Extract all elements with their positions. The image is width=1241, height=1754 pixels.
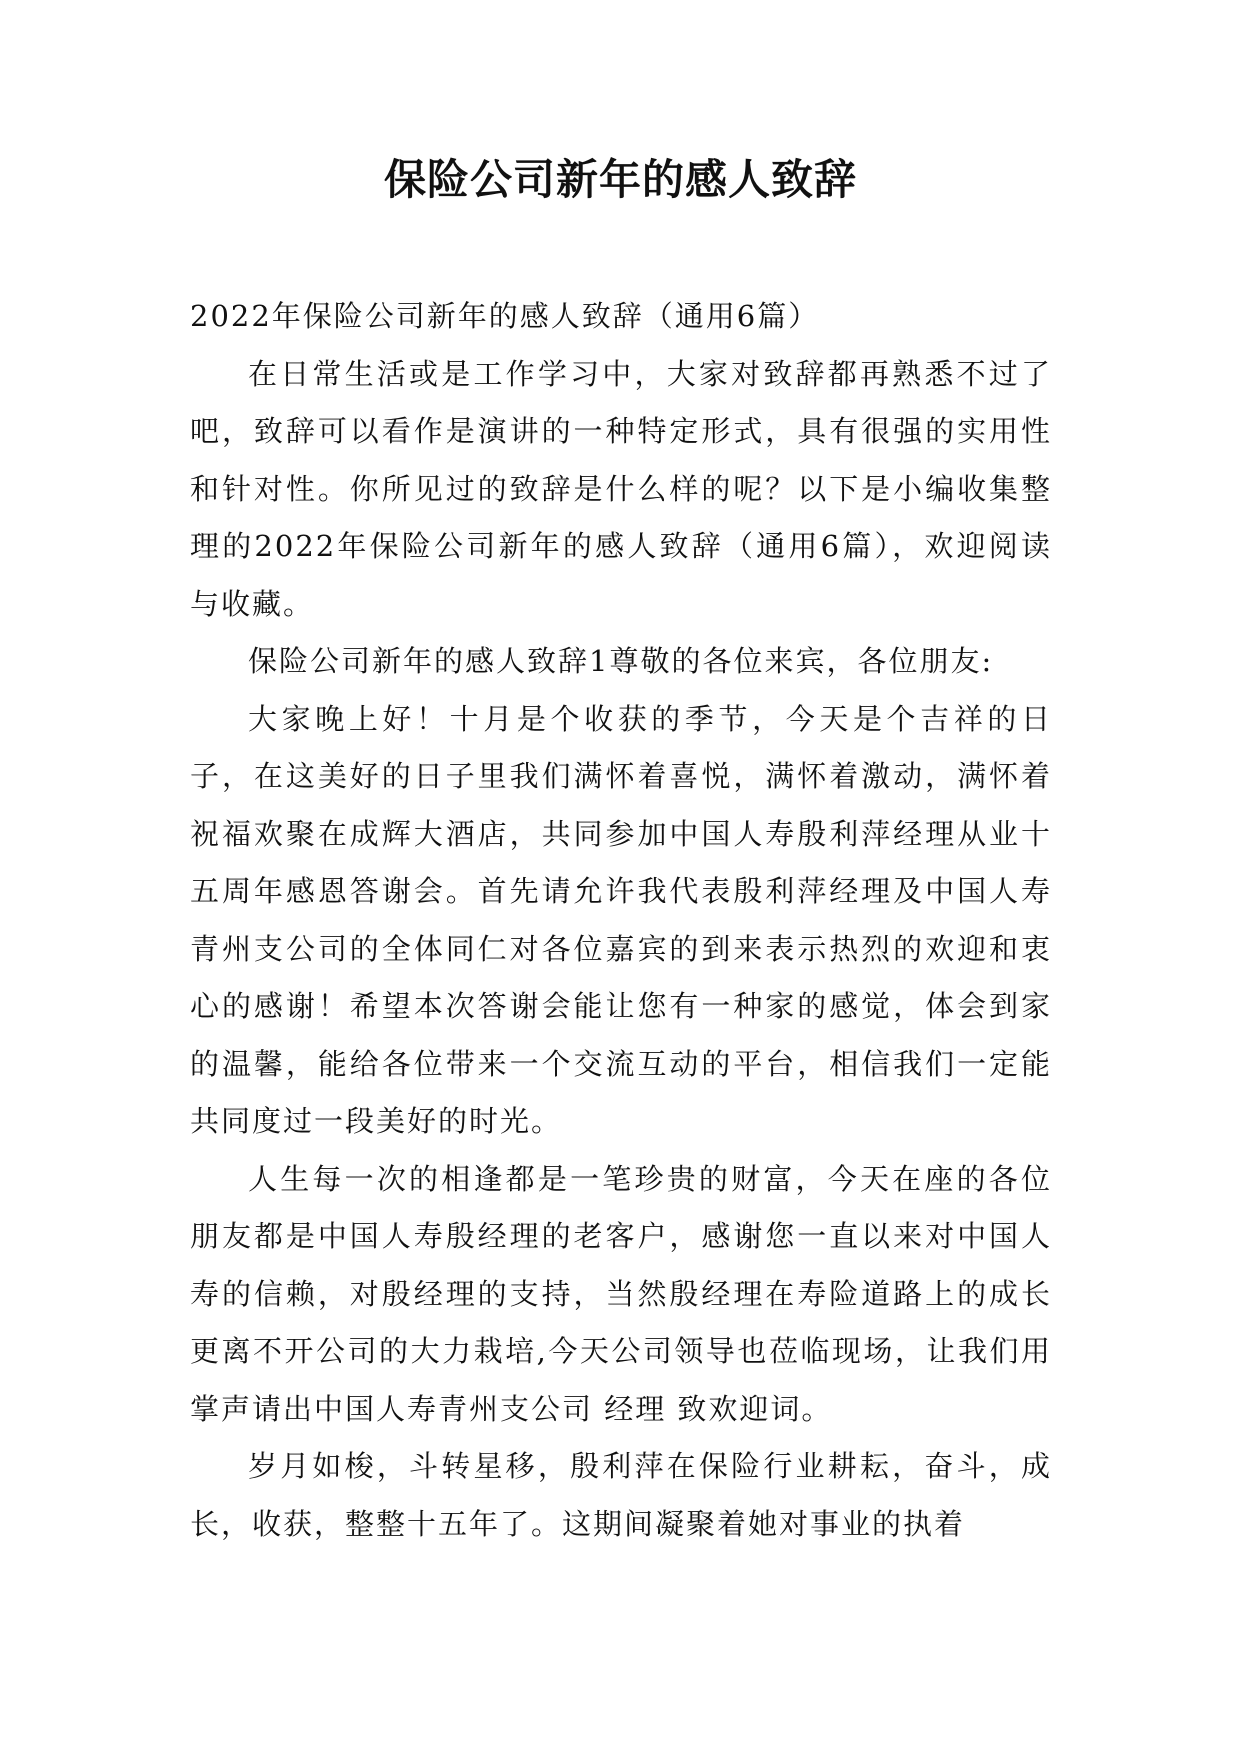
document-body [190,288,1052,1553]
speech-heading-paragraph: 保险公司新年的感人致辞1尊敬的各位来宾，各位朋友: [248,644,994,678]
subtitle-paragraph: 2022年保险公司新年的感人致辞（通用6篇） [190,299,820,333]
career-paragraph: 岁月如梭，斗转星移，殷利萍在保险行业耕耘，奋斗，成长，收获，整整十五年了。这期间凝聚着她对事业的执着 [190,1449,1052,1541]
greeting-paragraph: 大家晚上好！十月是个收获的季节，今天是个吉祥的日子，在这美好的日子里我们满怀着喜悦，满怀着激动，满怀着祝福欢聚在成辉大酒店，共同参加中国人寿殷利萍经理从业十五周年感恩答谢会。首先请允许我代表殷利萍经理及中国人寿青州支公司的全体同仁对各位嘉宾的到来表示热烈的欢迎和衷心的感谢！希望本次答谢会能让您有一种家的感觉，体会到家的温馨，能给各位带来一个交流互动的平台，相信我们一定能共同度过一段美好的时光。 [190,701,1052,1138]
document-title: 保险公司新年的感人致辞 [383,155,857,204]
gratitude-paragraph: 人生每一次的相逢都是一笔珍贵的财富，今天在座的各位朋友都是中国人寿殷经理的老客户，感谢您一直以来对中国人寿的信赖，对殷经理的支持，当然殷经理在寿险道路上的成长更离不开公司的大力栽培,今天公司领导也莅临现场，让我们用掌声请出中国人寿青州支公司 经理 致欢迎词。 [190,1161,1052,1426]
intro-paragraph: 在日常生活或是工作学习中，大家对致辞都再熟悉不过了吧，致辞可以看作是演讲的一种特定形式，具有很强的实用性和针对性。你所见过的致辞是什么样的呢？以下是小编收集整理的2022年保险公司新年的感人致辞（通用6篇），欢迎阅读与收藏。 [190,356,1052,621]
